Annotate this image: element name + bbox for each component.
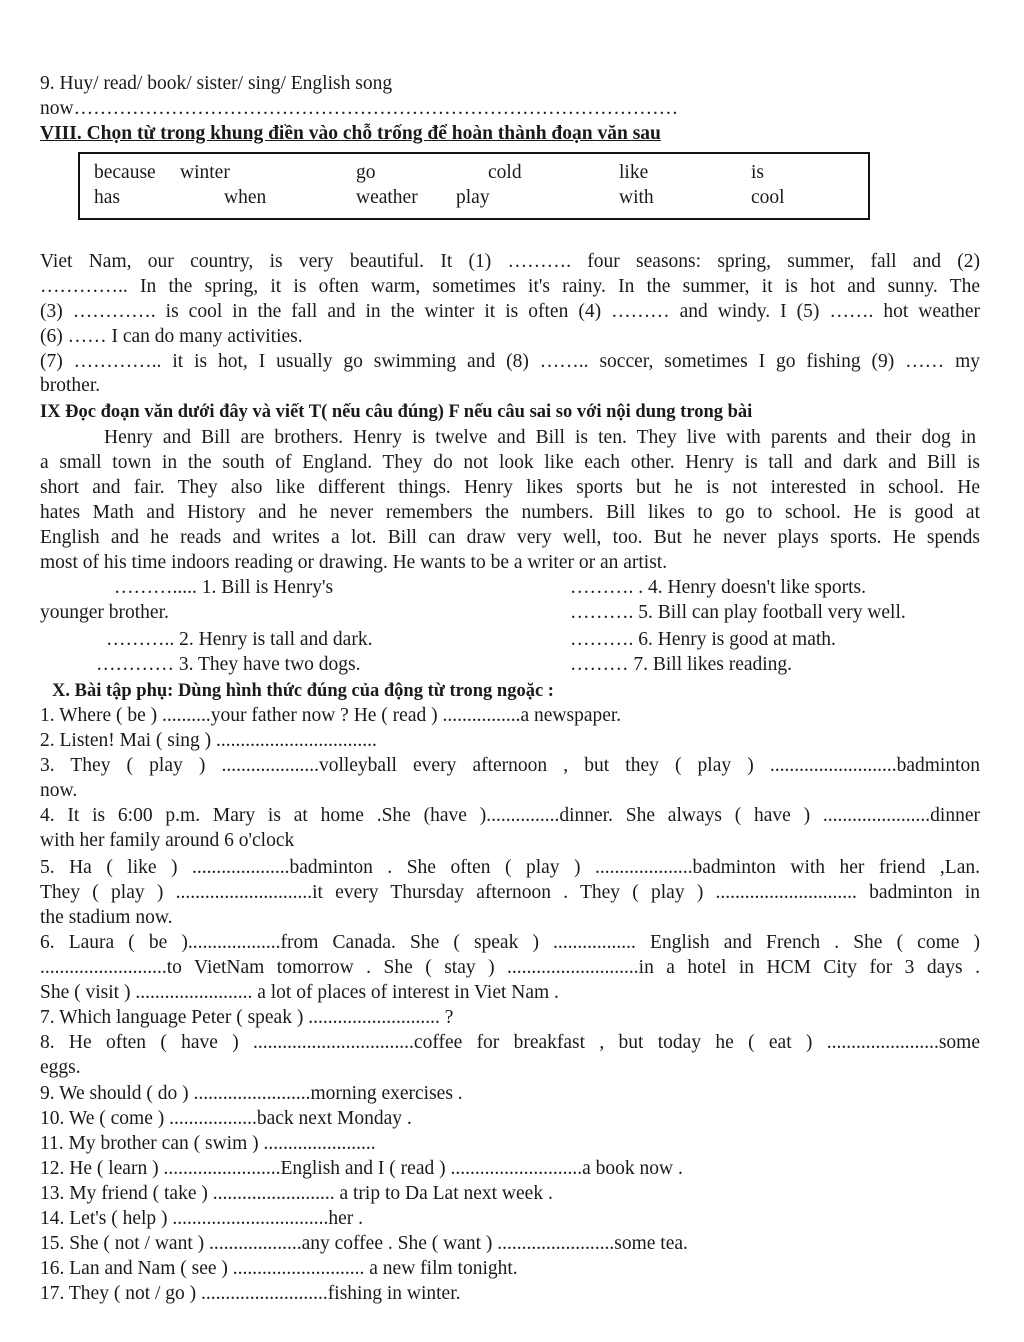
section-9-title: IX Đọc đoạn văn dưới đây và viết T( nếu câu đúng) F nếu câu sai so với nội dung trong bài: [40, 402, 753, 422]
tf-statement-1-cont: younger brother.: [40, 602, 169, 623]
word-bank-item: go: [356, 162, 376, 183]
verb-exercise-line: eggs.: [40, 1057, 81, 1078]
verb-exercise-line[interactable]: 3. They ( play ) ....................volleyball every afternoon , but they ( play ) ..........................badminton: [40, 755, 980, 776]
cloze-paragraph-line: ………….. In the spring, it is often warm, sometimes it's rainy. In the summer, it is hot and sunny. The: [40, 276, 980, 297]
reading-passage-line: hates Math and History and he never remembers the numbers. Bill likes to go to school. He is good at: [40, 502, 980, 523]
verb-exercise-line[interactable]: 16. Lan and Nam ( see ) ........................... a new film tonight.: [40, 1258, 518, 1279]
word-bank-item: weather: [356, 187, 418, 208]
verb-exercise-line[interactable]: 1. Where ( be ) ..........your father now ? He ( read ) ................a newspaper.: [40, 705, 622, 726]
verb-exercise-line[interactable]: 9. We should ( do ) ........................morning exercises .: [40, 1083, 463, 1104]
tf-statement-1[interactable]: ………..... 1. Bill is Henry's: [114, 577, 334, 598]
verb-exercise-line: with her family around 6 o'clock: [40, 830, 295, 851]
section-8-title: VIII. Chọn từ trong khung điền vào chỗ trống để hoàn thành đoạn văn sau: [40, 123, 661, 144]
word-bank-item: play: [456, 187, 490, 208]
verb-exercise-line[interactable]: 7. Which language Peter ( speak ) ........................... ?: [40, 1007, 454, 1028]
reading-passage-line: English and he reads and writes a lot. Bill can draw very well, too. But he never plays sports. He spends: [40, 527, 980, 548]
word-bank-item: like: [619, 162, 649, 183]
word-bank-box: [78, 152, 870, 220]
tf-statement-7[interactable]: ……… 7. Bill likes reading.: [570, 654, 793, 675]
word-bank-item: is: [751, 162, 765, 183]
cloze-paragraph-line: (7) ………….. it is hot, I usually go swimming and (8) …….. soccer, sometimes I go fishing (9) …… my: [40, 351, 980, 372]
cloze-paragraph-line: (6) …… I can do many activities.: [40, 326, 303, 347]
verb-exercise-line: the stadium now.: [40, 907, 173, 928]
verb-exercise-line: now.: [40, 780, 78, 801]
section-10-title: X. Bài tập phụ: Dùng hình thức đúng của động từ trong ngoặc :: [52, 681, 554, 701]
verb-exercise-line[interactable]: 5. Ha ( like ) ....................badminton . She often ( play ) ....................badminton with her friend ,Lan.: [40, 857, 980, 878]
tf-statement-4[interactable]: ………. . 4. Henry doesn't like sports.: [570, 577, 866, 598]
tf-statement-6[interactable]: ………. 6. Henry is good at math.: [570, 629, 836, 650]
word-bank-item: when: [224, 187, 267, 208]
cloze-paragraph-line: Viet Nam, our country, is very beautiful. It (1) ………. four seasons: spring, summer, fall and (2): [40, 251, 980, 272]
exercise-9-answer-line[interactable]: now…………………………………………………………………………………: [40, 98, 679, 119]
cloze-paragraph-line: (3) …………. is cool in the fall and in the winter it is often (4) ……… and windy. I (5) ……. hot weather: [40, 301, 980, 322]
tf-statement-3[interactable]: ………… 3. They have two dogs.: [96, 654, 361, 675]
word-bank-item: cool: [751, 187, 785, 208]
word-bank-item: with: [619, 187, 654, 208]
verb-exercise-line[interactable]: 12. He ( learn ) ........................English and I ( read ) ...........................a book now .: [40, 1158, 683, 1179]
tf-statement-5[interactable]: ………. 5. Bill can play football very well.: [570, 602, 906, 623]
word-bank-item: winter: [180, 162, 230, 183]
verb-exercise-line[interactable]: 11. My brother can ( swim ) .......................: [40, 1133, 376, 1154]
word-bank-item: cold: [488, 162, 522, 183]
verb-exercise-line[interactable]: 15. She ( not / want ) ...................any coffee . She ( want ) ........................some tea.: [40, 1233, 688, 1254]
verb-exercise-line[interactable]: 14. Let's ( help ) ................................her .: [40, 1208, 364, 1229]
reading-passage-line: a small town in the south of England. They do not look like each other. Henry is tall and dark and Bill is: [40, 452, 980, 473]
verb-exercise-line[interactable]: 17. They ( not / go ) ..........................fishing in winter.: [40, 1283, 461, 1304]
verb-exercise-line[interactable]: 4. It is 6:00 p.m. Mary is at home .She (have )...............dinner. She always ( have ) ......................dinner: [40, 805, 980, 826]
cloze-paragraph-line: brother.: [40, 375, 101, 396]
reading-passage-line: Henry and Bill are brothers. Henry is twelve and Bill is ten. They live with parents and their dog in: [104, 427, 976, 448]
reading-passage-line: most of his time indoors reading or drawing. He wants to be a writer or an artist.: [40, 552, 668, 573]
verb-exercise-line[interactable]: 10. We ( come ) ..................back next Monday .: [40, 1108, 412, 1129]
verb-exercise-line[interactable]: 2. Listen! Mai ( sing ) .................................: [40, 730, 377, 751]
reading-passage-line: short and fair. They also like different things. Henry likes sports but he is not interested in school. He: [40, 477, 980, 498]
verb-exercise-line[interactable]: She ( visit ) ........................ a lot of places of interest in Viet Nam .: [40, 982, 559, 1003]
verb-exercise-line[interactable]: ..........................to VietNam tomorrow . She ( stay ) ...........................in a hotel in HCM City for 3 days .: [40, 957, 980, 978]
verb-exercise-line[interactable]: 13. My friend ( take ) ......................... a trip to Da Lat next week .: [40, 1183, 553, 1204]
tf-statement-2[interactable]: ……….. 2. Henry is tall and dark.: [106, 629, 373, 650]
verb-exercise-line[interactable]: 6. Laura ( be )...................from Canada. She ( speak ) ................. English and French . She ( come ): [40, 932, 980, 953]
exercise-9-prompt: 9. Huy/ read/ book/ sister/ sing/ English song: [40, 73, 393, 94]
verb-exercise-line[interactable]: They ( play ) ............................it every Thursday afternoon . They ( play ) ............................. badminton in: [40, 882, 980, 903]
word-bank-item: has: [94, 187, 120, 208]
verb-exercise-line[interactable]: 8. He often ( have ) .................................coffee for breakfast , but today he ( eat ) .......................some: [40, 1032, 980, 1053]
word-bank-item: because: [94, 162, 156, 183]
